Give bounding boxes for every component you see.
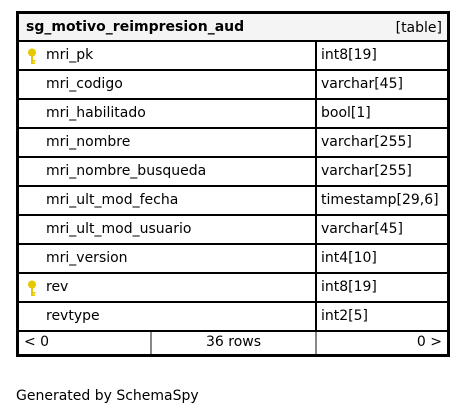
column-name-cell (19, 100, 317, 127)
column-name-cell (19, 129, 317, 156)
parents-count: < 0 (19, 332, 152, 354)
column-name: mri_version (46, 250, 128, 266)
column-row (19, 100, 447, 129)
key-icon (27, 48, 37, 65)
column-name: mri_codigo (46, 76, 123, 92)
table-footer (19, 332, 447, 354)
column-row (19, 42, 447, 71)
table-name: sg_motivo_reimpresion_aud (26, 19, 245, 35)
column-name-cell (19, 274, 317, 301)
column-name-cell (19, 187, 317, 214)
generated-by-text: Generated by SchemaSpy (16, 388, 199, 404)
column-name: mri_ult_mod_fecha (46, 192, 179, 208)
column-name: rev (46, 279, 69, 295)
column-name: mri_nombre_busqueda (46, 163, 207, 179)
column-name: mri_pk (46, 47, 94, 63)
column-name-cell (19, 158, 317, 185)
row-count: 36 rows (152, 332, 317, 354)
column-type: varchar[255] (321, 163, 412, 179)
column-type: int8[19] (321, 47, 377, 63)
table-entity (16, 11, 450, 357)
column-type: timestamp[29,6] (321, 192, 439, 208)
column-name-cell (19, 71, 317, 98)
column-row (19, 303, 447, 332)
key-icon (27, 280, 37, 297)
column-row (19, 245, 447, 274)
column-type: varchar[255] (321, 134, 412, 150)
column-row (19, 71, 447, 100)
column-type: int8[19] (321, 279, 377, 295)
column-name: mri_habilitado (46, 105, 146, 121)
column-row (19, 274, 447, 303)
column-type: varchar[45] (321, 221, 403, 237)
column-row (19, 158, 447, 187)
table-header (19, 14, 447, 42)
column-name: revtype (46, 308, 100, 324)
column-name-cell (19, 245, 317, 272)
column-row (19, 129, 447, 158)
column-row (19, 187, 447, 216)
column-type: bool[1] (321, 105, 371, 121)
children-count: 0 > (416, 334, 442, 350)
column-row (19, 216, 447, 245)
column-name-cell (19, 216, 317, 243)
column-type: int2[5] (321, 308, 368, 324)
column-name: mri_nombre (46, 134, 131, 150)
column-name: mri_ult_mod_usuario (46, 221, 192, 237)
column-type: varchar[45] (321, 76, 403, 92)
column-name-cell (19, 42, 317, 69)
column-type: int4[10] (321, 250, 377, 266)
table-kind: [table] (395, 20, 442, 36)
column-name-cell (19, 303, 317, 330)
